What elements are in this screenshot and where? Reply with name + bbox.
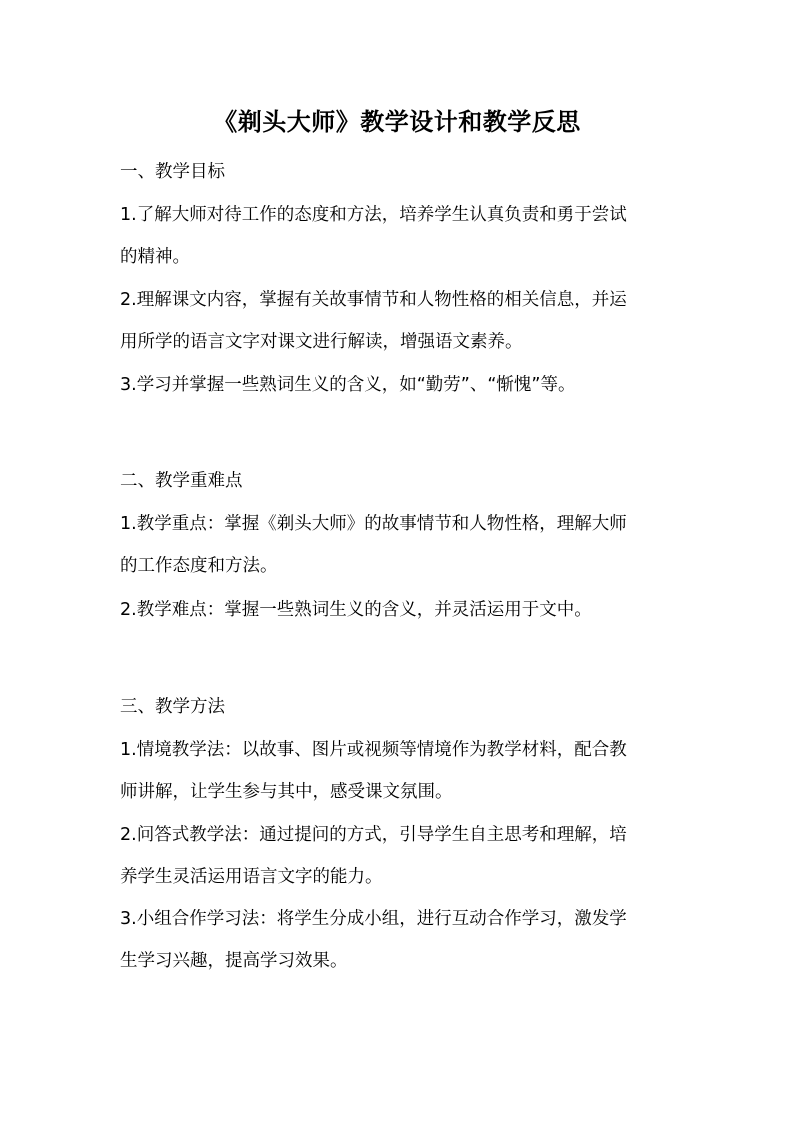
- paragraph-line: 1.教学重点：掌握《剃头大师》的故事情节和人物性格，理解大师: [120, 514, 627, 534]
- section-heading-key-points: 二、教学重难点: [120, 471, 243, 491]
- paragraph-line: 生学习兴趣，提高学习效果。: [120, 951, 348, 971]
- paragraph-line: 用所学的语言文字对课文进行解读，增强语文素养。: [120, 332, 523, 352]
- paragraph-line: 师讲解，让学生参与其中，感受课文氛围。: [120, 782, 453, 802]
- paragraph-line: 养学生灵活运用语言文字的能力。: [120, 867, 383, 887]
- paragraph-line: 1.情境教学法：以故事、图片或视频等情境作为教学材料，配合教: [120, 740, 627, 760]
- document-title: 《剃头大师》教学设计和教学反思: [213, 108, 581, 136]
- paragraph-line: 3.学习并掌握一些熟词生义的含义，如“勤劳”、“惭愧”等。: [120, 375, 576, 395]
- paragraph-line: 2.理解课文内容，掌握有关故事情节和人物性格的相关信息，并运: [120, 290, 627, 310]
- paragraph-line: 的工作态度和方法。: [120, 556, 278, 576]
- paragraph-line: 1.了解大师对待工作的态度和方法，培养学生认真负责和勇于尝试: [120, 205, 627, 225]
- paragraph-line: 2.问答式教学法：通过提问的方式，引导学生自主思考和理解，培: [120, 825, 627, 845]
- section-heading-objectives: 一、教学目标: [120, 162, 225, 182]
- paragraph-line: 的精神。: [120, 247, 190, 267]
- section-heading-methods: 三、教学方法: [120, 697, 225, 717]
- paragraph-line: 3.小组合作学习法：将学生分成小组，进行互动合作学习，激发学: [120, 909, 627, 929]
- paragraph-line: 2.教学难点：掌握一些熟词生义的含义，并灵活运用于文中。: [120, 600, 592, 620]
